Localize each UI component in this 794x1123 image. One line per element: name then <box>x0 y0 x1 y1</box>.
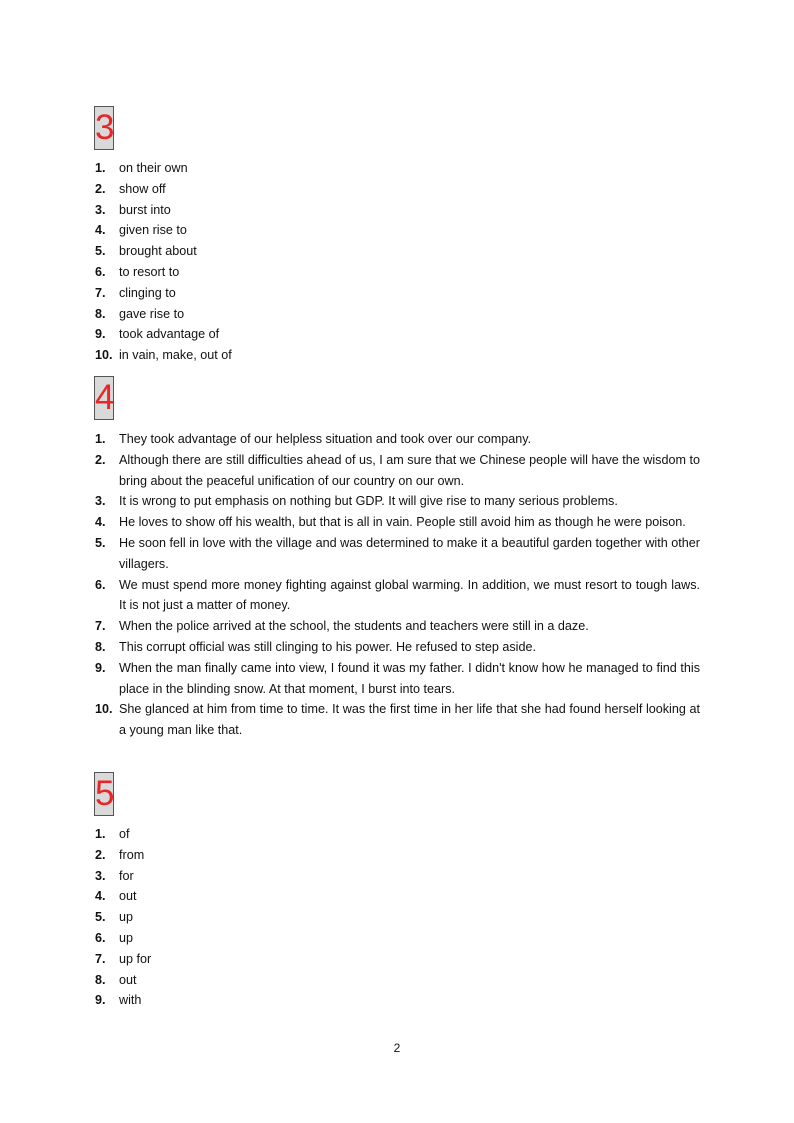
list-item: 5. brought about <box>95 244 197 259</box>
list-item: 6. to resort to <box>95 264 180 279</box>
list-item: 3. burst into <box>95 202 171 217</box>
list-item: 10. in vain, make, out of <box>95 348 232 363</box>
list-item: 2. Although there are still difficulties ahead of us, I am sure that we Chinese people will have the wisdom to bring about the peaceful unification of our country on our own. <box>95 452 700 488</box>
list-item: 4. out <box>95 889 137 904</box>
list-item: 9. with <box>95 993 142 1008</box>
list-item: 6. We must spend more money fighting against global warming. In addition, we must resort to tough laws. It is not just a matter of money. <box>95 577 700 613</box>
list-item: 6. up <box>95 930 134 945</box>
list-item: 3. for <box>95 868 134 883</box>
list-item: 9. took advantage of <box>95 327 220 342</box>
list-item: 10. She glanced at him from time to time. It was the first time in her life that she had found herself looking at a young man like that. <box>95 702 700 738</box>
list-item: 1. They took advantage of our helpless situation and took over our company. <box>95 432 532 446</box>
list-item: 1. of <box>95 827 130 841</box>
list-item: 3. It is wrong to put emphasis on nothing but GDP. It will give rise to many serious problems. <box>95 494 618 509</box>
list-item: 5. He soon fell in love with the village and was determined to make it a beautiful garden together with other villagers. <box>95 535 700 571</box>
answer-list-5 <box>95 824 700 1011</box>
list-item: 2. show off <box>95 181 166 196</box>
list-item: 8. out <box>95 972 137 987</box>
list-item: 7. clinging to <box>95 285 176 300</box>
section-number-3: 3 <box>94 106 114 150</box>
list-item: 4. given rise to <box>95 223 187 238</box>
list-item: 8. gave rise to <box>95 306 185 321</box>
answer-list-4 <box>95 429 700 741</box>
list-item: 5. up <box>95 910 134 925</box>
list-item: 2. from <box>95 847 145 862</box>
list-item: 8. This corrupt official was still clinging to his power. He refused to step aside. <box>95 639 536 654</box>
list-item: 4. He loves to show off his wealth, but that is all in vain. People still avoid him as though he were poison. <box>95 515 686 530</box>
page-number: 2 <box>393 1041 401 1055</box>
list-item: 7. When the police arrived at the school, the students and teachers were still in a daze. <box>95 619 589 634</box>
list-item: 7. up for <box>95 951 152 966</box>
answer-list-3 <box>95 158 700 366</box>
section-number-4: 4 <box>94 376 114 420</box>
section-number-5: 5 <box>94 772 114 816</box>
list-item: 1. on their own <box>95 161 188 175</box>
list-item: 9. When the man finally came into view, I found it was my father. I didn't know how he managed to find this place in the blinding snow. At that moment, I burst into tears. <box>95 660 700 696</box>
